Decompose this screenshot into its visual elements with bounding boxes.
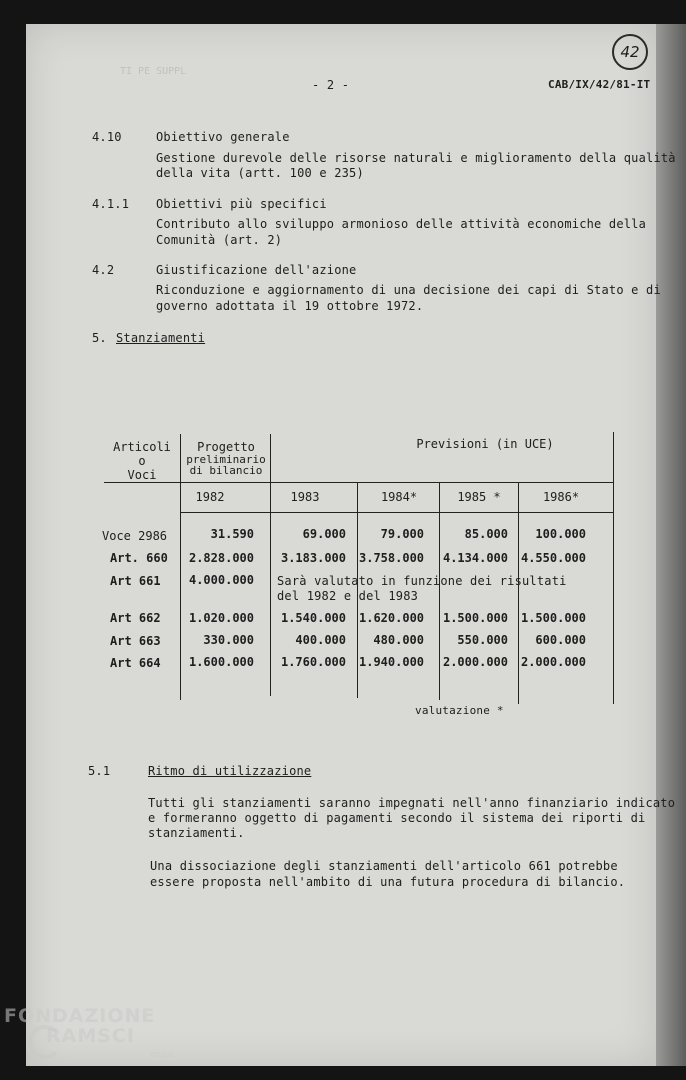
table-footnote: valutazione * — [415, 704, 504, 717]
row-label: Art. 660 — [110, 551, 168, 565]
table-cell: 1.540.000 — [280, 611, 346, 625]
faint-bleed-text: TI PE SUPPL — [120, 66, 187, 77]
section-title: Giustificazione dell'azione — [156, 263, 357, 277]
table-note-line: del 1982 e del 1983 — [277, 589, 419, 603]
paragraph-line: Una dissociazione degli stanziamenti dell'articolo 661 potrebbe — [150, 859, 618, 873]
table-cell: 4.000.000 — [188, 573, 254, 587]
section-title: Obiettivi più specifici — [156, 197, 327, 211]
section-title: Ritmo di utilizzazione — [148, 764, 312, 778]
table-cell: 100.000 — [535, 527, 586, 541]
table-cell: 1.600.000 — [188, 655, 254, 669]
table-cell: 2.000.000 — [520, 655, 586, 669]
table-cell: 3.183.000 — [280, 551, 346, 565]
watermark-subtext: onlus — [150, 1050, 175, 1060]
paragraph-line: essere proposta nell'ambito di una futura procedura di bilancio. — [150, 875, 626, 889]
table-note-line: Sarà valutato in funzione dei risultati — [277, 574, 567, 588]
watermark-text: FONDAZIONE — [4, 1005, 156, 1027]
table-cell: 3.758.000 — [359, 551, 425, 565]
document-reference: CAB/IX/42/81-IT — [548, 78, 651, 91]
table-cell: 79.000 — [380, 527, 424, 541]
table-cell: 85.000 — [464, 527, 508, 541]
table-cell: 330.000 — [203, 633, 254, 647]
table-cell: 2.000.000 — [442, 655, 508, 669]
table-cell: 69.000 — [302, 527, 346, 541]
paragraph-line: stanziamenti. — [148, 826, 245, 840]
table-rule — [180, 434, 181, 700]
section-number: 4.2 — [92, 263, 115, 277]
section-number: 5. — [92, 331, 107, 345]
section-title: Stanziamenti — [116, 331, 206, 345]
row-label: Art 663 — [110, 634, 161, 648]
year-header: 1985 * — [457, 490, 501, 504]
row-label: Art 664 — [110, 656, 161, 670]
table-header-articoli: Articoli — [113, 440, 171, 454]
section-number: 5.1 — [88, 764, 111, 778]
table-header-di-bilancio: di bilancio — [189, 464, 263, 477]
section-body-line: Comunità (art. 2) — [156, 233, 283, 247]
page-edge — [656, 24, 686, 1066]
table-rule — [613, 432, 614, 704]
table-cell: 1.620.000 — [359, 611, 425, 625]
table-rule — [270, 434, 271, 696]
section-body-line: Contributo allo sviluppo armonioso delle attività economiche della — [156, 217, 647, 231]
row-label: Voce 2986 — [102, 529, 168, 543]
row-label: Art 661 — [110, 574, 161, 588]
year-header: 1984* — [380, 490, 418, 504]
section-body-line: Gestione durevole delle risorse naturali e miglioramento della qualità — [156, 151, 676, 165]
table-cell: 4.550.000 — [520, 551, 586, 565]
table-cell: 1.500.000 — [520, 611, 586, 625]
table-cell: 31.590 — [210, 527, 254, 541]
table-rule — [104, 482, 614, 483]
table-cell: 1.940.000 — [359, 655, 425, 669]
section-title: Obiettivo generale — [156, 130, 290, 144]
page-number: - 2 - — [312, 78, 350, 92]
table-cell: 400.000 — [295, 633, 346, 647]
table-header-o: o — [138, 454, 146, 468]
row-label: Art 662 — [110, 611, 161, 625]
table-header-previsioni: Previsioni (in UCE) — [416, 437, 554, 451]
paragraph-line: Tutti gli stanziamenti saranno impegnati nell'anno finanziario indicato — [148, 796, 676, 810]
year-header: 1983 — [290, 490, 320, 504]
table-rule — [518, 482, 519, 704]
paragraph-line: e formeranno oggetto di pagamenti secondo il sistema dei riporti di — [148, 811, 646, 825]
section-body-line: governo adottata il 19 ottobre 1972. — [156, 299, 424, 313]
table-header-voci: Voci — [127, 468, 157, 482]
table-cell: 1.760.000 — [280, 655, 346, 669]
table-cell: 600.000 — [535, 633, 586, 647]
document-page — [26, 24, 656, 1066]
table-cell: 1.500.000 — [442, 611, 508, 625]
table-header-preliminario: preliminario — [186, 453, 266, 466]
table-cell: 550.000 — [457, 633, 508, 647]
section-body-line: Riconduzione e aggiornamento di una decisione dei capi di Stato e di — [156, 283, 661, 297]
table-cell: 4.134.000 — [442, 551, 508, 565]
watermark-text: RAMSCI — [46, 1025, 135, 1047]
handwritten-page-number: 42 — [612, 34, 648, 70]
table-header-progetto: Progetto — [197, 440, 255, 454]
table-rule — [180, 512, 614, 513]
table-rule — [439, 482, 440, 700]
table-cell: 2.828.000 — [188, 551, 254, 565]
section-number: 4.1.1 — [92, 197, 130, 211]
year-header: 1982 — [195, 490, 225, 504]
table-cell: 1.020.000 — [188, 611, 254, 625]
section-body-line: della vita (artt. 100 e 235) — [156, 166, 364, 180]
year-header: 1986* — [542, 490, 580, 504]
table-cell: 480.000 — [373, 633, 424, 647]
section-number: 4.10 — [92, 130, 122, 144]
